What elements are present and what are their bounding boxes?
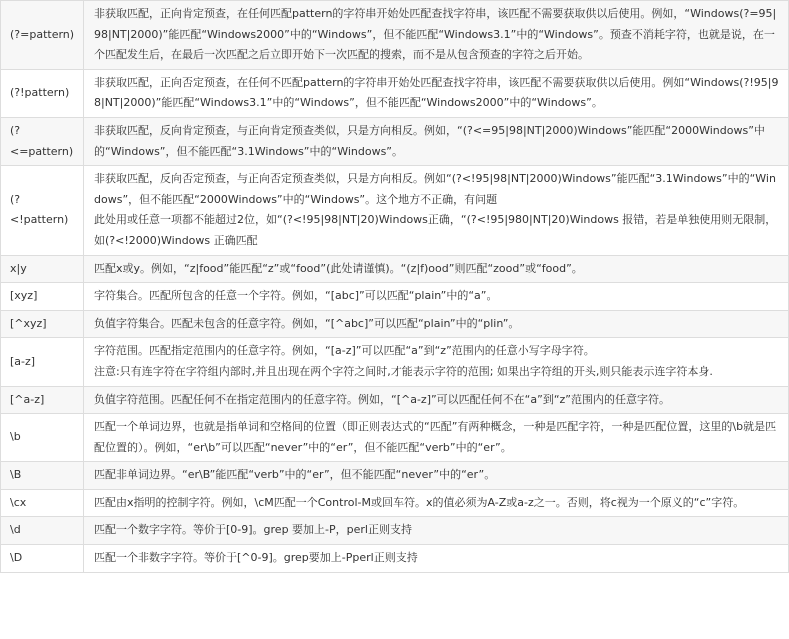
pattern-cell: (?<=pattern) <box>1 117 84 165</box>
table-row <box>1 489 789 517</box>
table-row <box>1 462 789 490</box>
pattern-cell: [^xyz] <box>1 310 84 338</box>
regex-table-body <box>1 1 789 573</box>
description-text: 非获取匹配，反向肯定预查，与正向肯定预查类似，只是方向相反。例如，“(?<=95|98|NT|2000)Windows”能匹配“2000Windows”中的“Windows”，但不能匹配“3.1Windows”中的“Windows”。 <box>94 123 765 158</box>
description-text: 负值字符集合。匹配未包含的任意字符。例如，“[^abc]”可以匹配“plain”中的“plin”。 <box>94 316 520 330</box>
description-cell <box>84 310 789 338</box>
table-row <box>1 517 789 545</box>
pattern-cell: \cx <box>1 489 84 517</box>
description-text: 匹配非单词边界。“er\B”能匹配“verb”中的“er”，但不能匹配“never”中的“er”。 <box>94 468 496 482</box>
description-text: 字符范围。匹配指定范围内的任意字符。例如，“[a-z]”可以匹配“a”到“z”范围内的任意小写字母字符。 <box>94 344 595 358</box>
table-row <box>1 338 789 386</box>
description-text: 匹配x或y。例如，“z|food”能匹配“z”或“food”(此处请谨慎)。“(z|f)ood”则匹配“zood”或“food”。 <box>94 261 583 275</box>
pattern-cell: [a-z] <box>1 338 84 386</box>
table-row <box>1 69 789 117</box>
table-row <box>1 414 789 462</box>
table-row <box>1 1 789 70</box>
description-text: 非获取匹配，正向肯定预查，在任何匹配pattern的字符串开始处匹配查找字符串，该匹配不需要获取供以后使用。例如，“Windows(?=95|98|NT|2000)”能匹配“Windows2000”中的“Windows”，但不能匹配“Windows3.1”中的“Windows”。预查不消耗字符，也就是说，在一个匹配发生后，在最后一次匹配之后立即开始下一次匹配的搜索，而不是从包含预查的字符之后开始。 <box>94 7 777 62</box>
pattern-cell: (?<!pattern) <box>1 166 84 255</box>
description-cell <box>84 414 789 462</box>
description-cell <box>84 517 789 545</box>
description-cell <box>84 489 789 517</box>
description-cell <box>84 386 789 414</box>
description-text: 非获取匹配，反向否定预查，与正向否定预查类似，只是方向相反。例如“(?<!95|98|NT|2000)Windows”能匹配“3.1Windows”中的“Windows”，但不能匹配“2000Windows”中的“Windows”。这个地方不正确，有问题 <box>94 172 776 206</box>
description-cell <box>84 283 789 311</box>
pattern-cell: \B <box>1 462 84 490</box>
table-row <box>1 166 789 255</box>
description-cell <box>84 117 789 165</box>
description-cell <box>84 69 789 117</box>
description-text: 匹配由x指明的控制字符。例如，\cM匹配一个Control-M或回车符。x的值必须为A-Z或a-z之一。否则，将c视为一个原义的“c”字符。 <box>94 495 745 509</box>
pattern-cell: x|y <box>1 255 84 283</box>
pattern-cell: \D <box>1 545 84 573</box>
table-row <box>1 283 789 311</box>
description-text: 非获取匹配，正向否定预查，在任何不匹配pattern的字符串开始处匹配查找字符串，该匹配不需要获取供以后使用。例如“Windows(?!95|98|NT|2000)”能匹配“Windows3.1”中的“Windows”，但不能匹配“Windows2000”中的“Windows”。 <box>94 75 779 110</box>
table-row <box>1 255 789 283</box>
pattern-cell: (?!pattern) <box>1 69 84 117</box>
description-text: 注意:只有连字符在字符组内部时,并且出现在两个字符之间时,才能表示字符的范围; 如果出字符组的开头,则只能表示连字符本身. <box>94 364 713 378</box>
description-cell <box>84 338 789 386</box>
description-cell <box>84 1 789 70</box>
pattern-cell: [xyz] <box>1 283 84 311</box>
pattern-cell: [^a-z] <box>1 386 84 414</box>
table-row <box>1 545 789 573</box>
table-row <box>1 310 789 338</box>
description-text: 此处用或任意一项都不能超过2位，如“(?<!95|98|NT|20)Windows正确，“(?<!95|980|NT|20)Windows 报错，若是单独使用则无限制，如(?<!2000)Windows 正确匹配 <box>94 213 777 247</box>
description-text: 负值字符范围。匹配任何不在指定范围内的任意字符。例如，“[^a-z]”可以匹配任何不在“a”到“z”范围内的任意字符。 <box>94 392 670 406</box>
description-cell <box>84 462 789 490</box>
pattern-cell: \b <box>1 414 84 462</box>
description-cell <box>84 545 789 573</box>
table-row <box>1 386 789 414</box>
description-cell <box>84 255 789 283</box>
description-text: 匹配一个非数字字符。等价于[^0-9]。grep要加上-Pperl正则支持 <box>94 551 418 565</box>
pattern-cell: \d <box>1 517 84 545</box>
description-text: 字符集合。匹配所包含的任意一个字符。例如，“[abc]”可以匹配“plain”中的“a”。 <box>94 289 498 303</box>
description-text: 匹配一个数字字符。等价于[0-9]。grep 要加上-P，perl正则支持 <box>94 523 412 537</box>
pattern-cell: (?=pattern) <box>1 1 84 70</box>
description-cell <box>84 166 789 255</box>
table-row <box>1 117 789 165</box>
description-text: 匹配一个单词边界，也就是指单词和空格间的位置（即正则表达式的“匹配”有两种概念，一种是匹配字符，一种是匹配位置，这里的\b就是匹配位置的）。例如，“er\b”可以匹配“never”中的“er”，但不能匹配“verb”中的“er”。 <box>94 420 777 454</box>
